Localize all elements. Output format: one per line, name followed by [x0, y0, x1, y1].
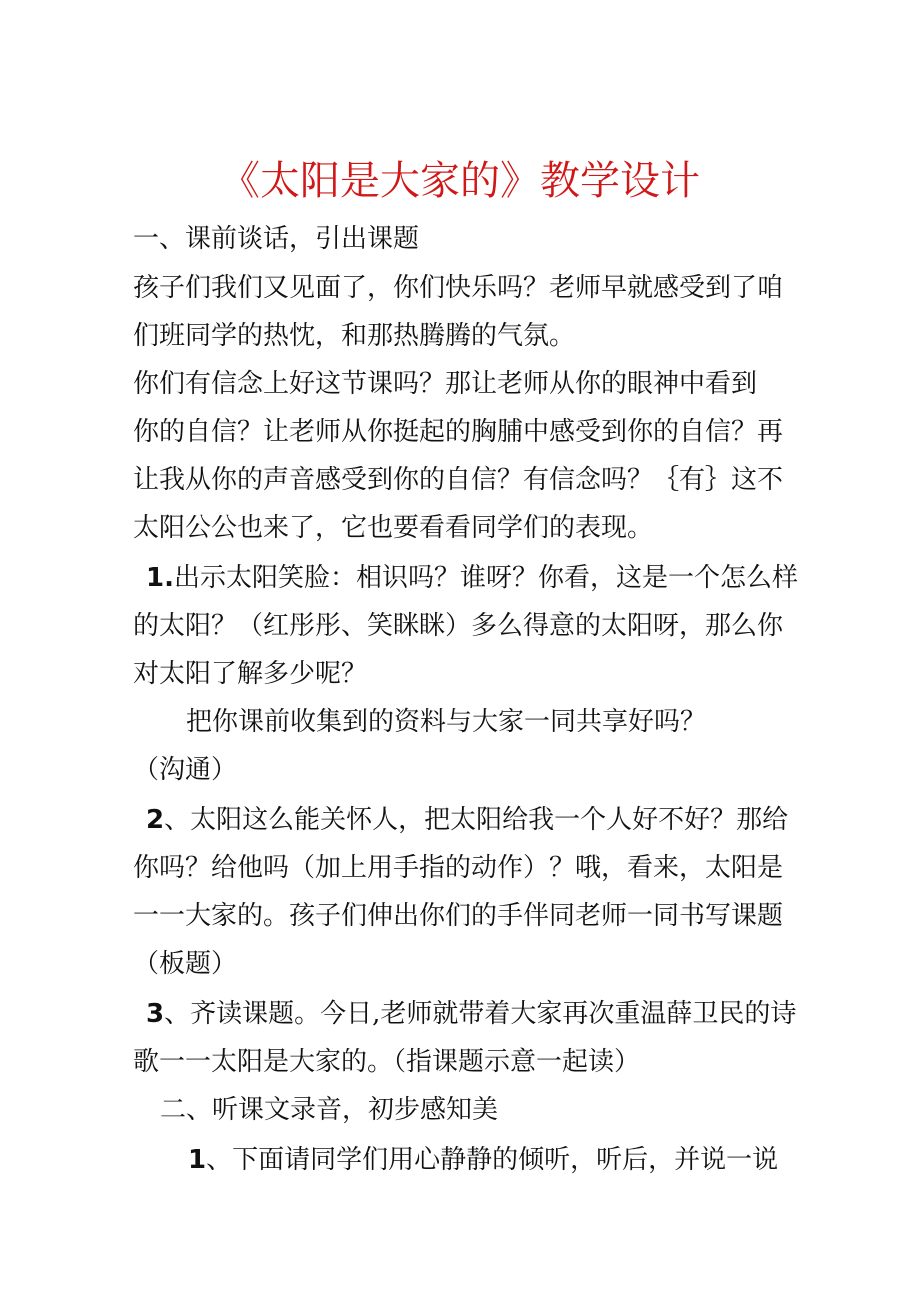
list-item-1	[146, 560, 798, 596]
item-text: 、齐读课题。今日,老师就带着大家再次重温薛卫民的诗	[164, 999, 797, 1029]
item-number: 2	[146, 805, 165, 835]
paragraph-line: 一一大家的。孩子们伸出你们的手伴同老师一同书写课题	[133, 901, 784, 931]
paragraph-line: 让我从你的声音感受到你的自信？有信念吗？｛有｝这不	[133, 465, 784, 495]
paragraph-line: 你的自信？让老师从你挺起的胸脯中感受到你的自信？再	[133, 417, 784, 447]
list-item-3	[146, 996, 796, 1032]
item-number: 1.	[146, 563, 174, 593]
item-text: 、太阳这么能关怀人，把太阳给我一个人好不好？那给	[164, 805, 789, 835]
paragraph-line: 你们有信念上好这节课吗？那让老师从你的眼神中看到	[133, 369, 758, 399]
document-title: 《太阳是大家的》教学设计	[220, 158, 700, 204]
paragraph-line: 把你课前收集到的资料与大家一同共享好吗？	[186, 707, 707, 737]
paragraph-line: 歌一一太阳是大家的。（指课题示意一起读）	[133, 1047, 641, 1077]
paragraph-line: 你吗？给他吗（加上用手指的动作）？哦，看来，太阳是	[133, 853, 784, 883]
paragraph-line: （沟通）	[133, 755, 238, 785]
paragraph-line: 的太阳？（红彤彤、笑眯眯）多么得意的太阳呀，那么你	[133, 611, 784, 641]
paragraph-line: （板题）	[133, 949, 238, 979]
item-number: 1	[188, 1145, 207, 1175]
section-heading-1: 一、课前谈话，引出课题	[133, 224, 420, 254]
paragraph-line: 太阳公公也来了，它也要看看同学们的表现。	[133, 513, 654, 543]
section-heading-2: 二、听课文录音，初步感知美	[160, 1095, 499, 1125]
list-item-4	[188, 1142, 778, 1178]
list-item-2	[146, 802, 788, 838]
item-number: 3	[146, 999, 165, 1029]
item-text: 出示太阳笑脸：相识吗？谁呀？你看，这是一个怎么样	[173, 563, 798, 593]
paragraph-line: 孩子们我们又见面了，你们快乐吗？老师早就感受到了咱	[133, 273, 784, 303]
paragraph-line: 们班同学的热忱，和那热腾腾的气氛。	[133, 321, 576, 351]
item-text: 、下面请同学们用心静静的倾听，听后，并说一说	[206, 1145, 779, 1175]
paragraph-line: 对太阳了解多少呢？	[133, 659, 368, 689]
